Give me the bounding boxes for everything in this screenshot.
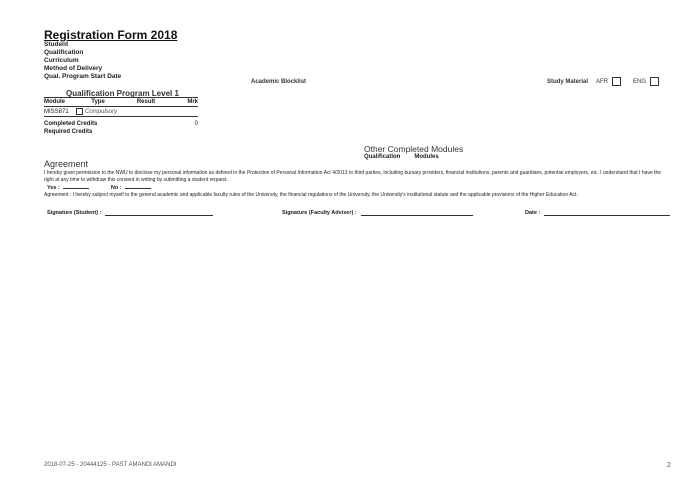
adviser-signature-field[interactable] [361, 210, 473, 216]
col-result: Result [136, 99, 156, 105]
student-label: Student [44, 41, 69, 48]
qualification-table [44, 97, 198, 117]
form-title: Registration Form 2018 [44, 28, 178, 42]
module-type: Compulsory [85, 108, 118, 115]
consent-no [111, 185, 151, 191]
adviser-signature-label: Signature (Faculty Adviser) : [282, 210, 357, 216]
col-type: Type [91, 99, 105, 105]
table-header [44, 97, 198, 107]
yes-field[interactable] [63, 188, 89, 189]
col-mark: Mrk [187, 99, 198, 105]
academic-blocklist-label: Academic Blocklist [251, 79, 307, 85]
afr-checkbox[interactable] [612, 77, 621, 86]
rules-agreement-text: Agreement : I hereby subject myself to the general academic and applicable faculty rules of the University, the financial regulations of the University, the University's institutional statute and the applicable provisions of the Higher Education Act. [44, 192, 578, 198]
other-modules-section [364, 144, 463, 160]
student-signature [47, 210, 213, 216]
module-select-checkbox[interactable] [76, 108, 83, 115]
student-meta-labels [44, 41, 121, 81]
afr-label: AFR [596, 78, 609, 85]
agreement-title: Agreement [44, 159, 89, 169]
table-row [44, 107, 198, 117]
other-modules-header [364, 154, 463, 160]
consent-yes [47, 185, 89, 191]
credits-section [44, 120, 198, 136]
no-field[interactable] [125, 188, 151, 189]
module-code: MISS871 [44, 108, 69, 115]
consent-yes-no [47, 185, 151, 191]
qualification-program-title: Qualification Program Level 1 [66, 89, 179, 98]
signature-date [525, 210, 670, 216]
no-label: No : [110, 185, 122, 191]
other-modules-title: Other Completed Modules [364, 144, 464, 154]
yes-label: Yes : [47, 185, 60, 191]
study-material-label: Study Material [547, 78, 589, 85]
eng-checkbox[interactable] [650, 77, 659, 86]
module-type-cell [76, 108, 120, 115]
date-label: Date : [525, 210, 541, 216]
eng-label: ENG [633, 78, 647, 85]
curriculum-label: Curriculum [44, 57, 79, 64]
student-signature-field[interactable] [105, 210, 213, 216]
date-field[interactable] [544, 210, 670, 216]
required-credits-label: Required Credits [44, 129, 93, 135]
required-credits-row [44, 128, 198, 136]
other-qualification-label: Qualification [364, 154, 401, 160]
other-modules-label: Modules [414, 154, 439, 160]
program-start-date-label: Qual. Program Start Date [44, 73, 122, 80]
completed-credits-label: Completed Credits [44, 121, 98, 127]
privacy-consent-text: I hereby grant permission to the NWU to disclose my personal information as defined in the Protection of Personal Information Act 4/2013 to third parties, including bursary providers, financial institutions, parents and guardians, potential employers, etc. I understand that I have the right at any time to withdraw this consent in writing by submitting a student request. [44, 170, 662, 183]
completed-credits-row [44, 120, 198, 128]
study-material-section [547, 77, 659, 86]
page-number: 2 [667, 462, 671, 469]
adviser-signature [282, 210, 473, 216]
method-of-delivery-label: Method of Delivery [44, 65, 103, 72]
qualification-label: Qualification [44, 49, 84, 56]
student-signature-label: Signature (Student) : [47, 210, 102, 216]
footer-text: 2018-07-25 - 20444125 - PAST AMANDI AMANDI [44, 462, 177, 468]
col-module: Module [44, 99, 65, 105]
completed-credits-value: 0 [194, 121, 198, 127]
